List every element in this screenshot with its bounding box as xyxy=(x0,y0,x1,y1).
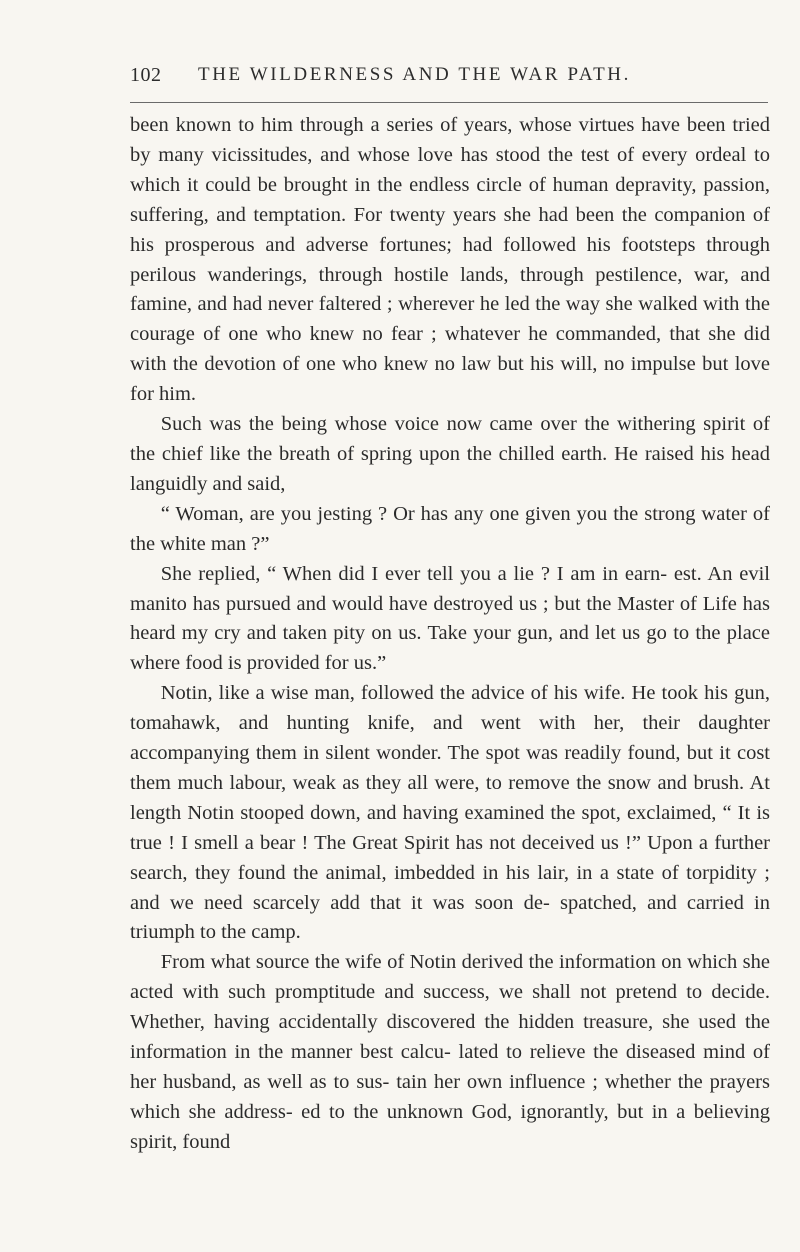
paragraph: Notin, like a wise man, followed the advice of his wife. He took his gun, tomahawk, and hunting knife, and went with her, their daughter accompanying them in silent wonder. The spot was readily found, but it cost them much labour, weak as they all were, to remove the snow and brush. At length Notin stooped down, and having examined the spot, exclaimed, “ It is true ! I smell a bear ! The Great Spirit has not deceived us !” Upon a further search, they found the animal, imbedded in his lair, in a state of torpidity ; and we need scarcely add that it was soon de- spatched, and carried in triumph to the camp. xyxy=(130,682,770,944)
paragraph: “ Woman, are you jesting ? Or has any one given you the strong water of the white man ?” xyxy=(130,502,770,555)
body-text xyxy=(130,111,770,1158)
page-header xyxy=(130,60,770,104)
paragraph: Such was the being whose voice now came over the withering spirit of the chief like the breath of spring upon the chilled earth. He raised his head languidly and said, xyxy=(130,413,770,495)
paragraph: From what source the wife of Notin derived the information on which she acted with such promptitude and success, we shall not pretend to decide. Whether, having accidentally discovered the hidden treasure, she used the information in the manner best calcu- lated to relieve the diseased mind of her husband, as well as to sus- tain her own influence ; whether the prayers which she address- ed to the unknown God, ignorantly, but in a believing spirit, found xyxy=(130,951,770,1153)
paragraph: She replied, “ When did I ever tell you a lie ? I am in earn- est. An evil manito has pursued and would have destroyed us ; but the Master of Life has heard my cry and taken pity on us. Take your gun, and let us go to the place where food is provided for us.” xyxy=(130,562,770,675)
header-rule xyxy=(130,102,768,103)
running-head: THE WILDERNESS AND THE WAR PATH. xyxy=(198,64,631,85)
paragraph: been known to him through a series of years, whose virtues have been tried by many vicissitudes, and whose love has stood the test of every ordeal to which it could be brought in the endless circle of human depravity, passion, suffering, and temptation. For twenty years she had been the companion of his prosperous and adverse fortunes; had followed his footsteps through perilous wanderings, through hostile lands, through pestilence, war, and famine, and had never faltered ; wherever he led the way she walked with the courage of one who knew no fear ; whatever he commanded, that she did with the devotion of one who knew no law but his will, no impulse but love for him. xyxy=(130,114,770,406)
page-number: 102 xyxy=(130,64,162,86)
